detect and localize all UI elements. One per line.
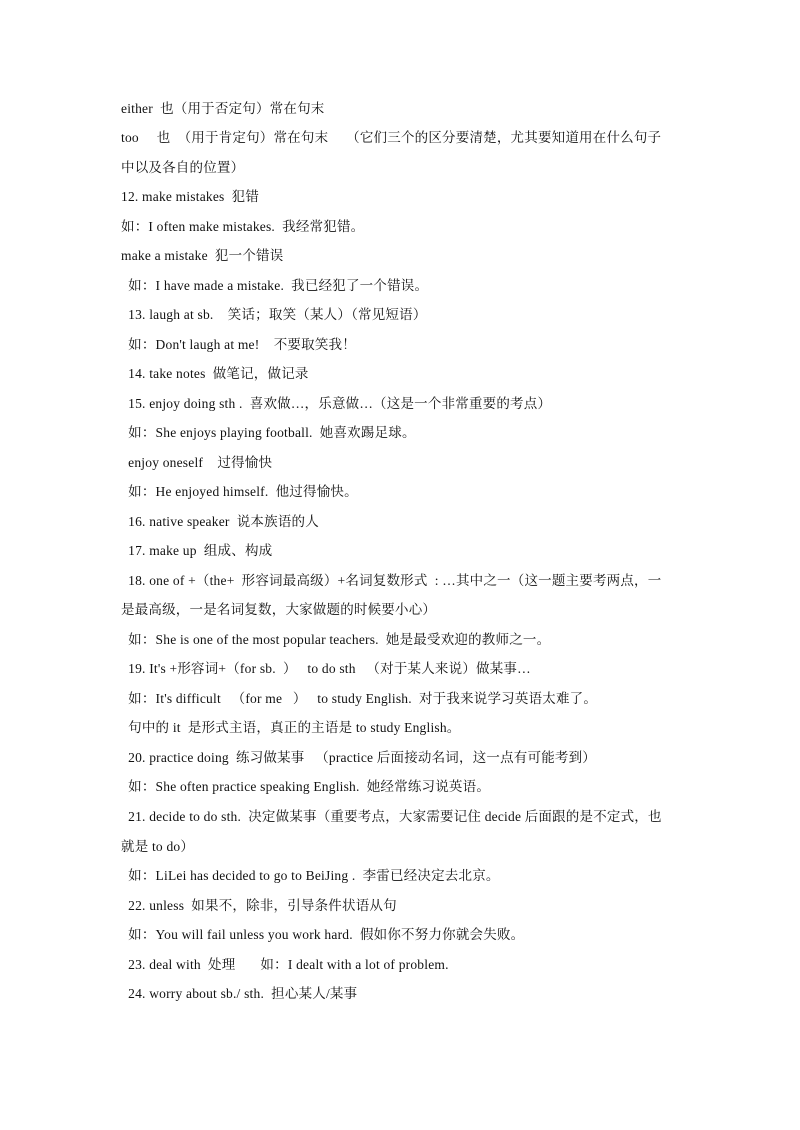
text-line: too 也 （用于肯定句）常在句末 （它们三个的区分要清楚，尤其要知道用在什么句子 (121, 130, 662, 145)
text-line: 如：Don't laugh at me! 不要取笑我！ (121, 337, 356, 352)
text-line: 如：She often practice speaking English. 她经常练习说英语。 (121, 779, 491, 794)
text-line: 15. enjoy doing sth . 喜欢做…，乐意做…（这是一个非常重要的考点） (121, 396, 552, 411)
text-line: 20. practice doing 练习做某事 （practice 后面接动名词，这一点有可能考到） (121, 750, 597, 765)
text-line: 如：He enjoyed himself. 他过得愉快。 (121, 484, 358, 499)
text-line: 21. decide to do sth. 决定做某事（重要考点，大家需要记住 decide 后面跟的是不定式，也 (121, 809, 662, 824)
text-line: 如：She enjoys playing football. 她喜欢踢足球。 (121, 425, 416, 440)
text-line: 如：I have made a mistake. 我已经犯了一个错误。 (121, 278, 429, 293)
text-line: 就是 to do） (121, 839, 195, 854)
text-line: 如：I often make mistakes. 我经常犯错。 (121, 219, 365, 234)
text-line: 如：You will fail unless you work hard. 假如你不努力你就会失败。 (121, 927, 525, 942)
text-line: 是最高级，一是名词复数，大家做题的时候要小心） (121, 602, 437, 617)
text-line: 中以及各自的位置） (121, 160, 245, 175)
text-line: either 也（用于否定句）常在句末 (121, 101, 325, 116)
text-line: enjoy oneself 过得愉快 (121, 455, 273, 470)
text-line: 22. unless 如果不，除非，引导条件状语从句 (121, 898, 397, 913)
text-line: 12. make mistakes 犯错 (121, 189, 260, 204)
text-line: 句中的 it 是形式主语，真正的主语是 to study English。 (121, 720, 461, 735)
text-line: 14. take notes 做笔记，做记录 (121, 366, 309, 381)
text-line: 16. native speaker 说本族语的人 (121, 514, 319, 529)
text-line: 13. laugh at sb. 笑话；取笑（某人）（常见短语） (121, 307, 427, 322)
text-line: 如：It's difficult （for me ） to study English. 对于我来说学习英语太难了。 (121, 691, 598, 706)
text-line: 19. It's +形容词+（for sb. ） to do sth （对于某人来说）做某事… (121, 661, 531, 676)
text-line: make a mistake 犯一个错误 (121, 248, 284, 263)
text-line: 如：She is one of the most popular teachers. 她是最受欢迎的教师之一。 (121, 632, 551, 647)
text-line: 23. deal with 处理 如：I dealt with a lot of problem. (121, 957, 449, 972)
text-line: 17. make up 组成、构成 (121, 543, 273, 558)
text-line: 18. one of +（the+ 形容词最高级）+名词复数形式 : …其中之一（这一题主要考两点，一 (121, 573, 662, 588)
text-line: 如：LiLei has decided to go to BeiJing . 李雷已经决定去北京。 (121, 868, 500, 883)
text-line: 24. worry about sb./ sth. 担心某人/某事 (121, 986, 358, 1001)
